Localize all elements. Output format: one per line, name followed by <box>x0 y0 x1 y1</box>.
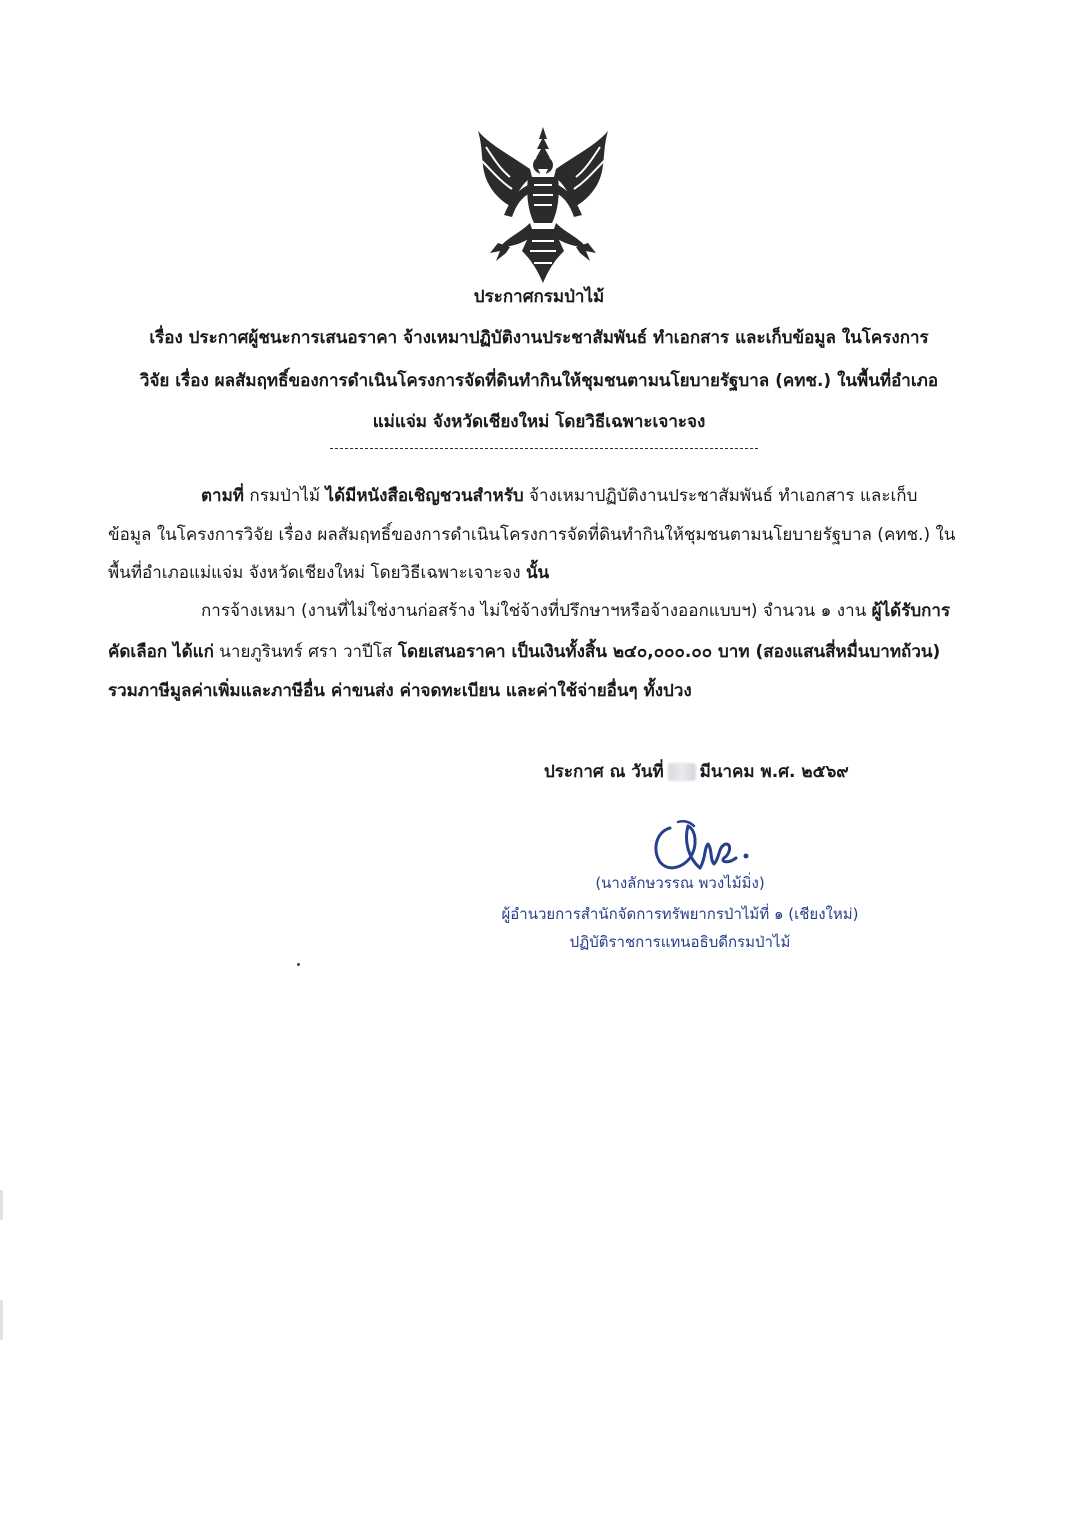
paragraph-2-line-2 <box>108 640 940 664</box>
paragraph-2-winner-name: นายภูรินทร์ ศรา วาปีโส <box>213 642 398 662</box>
date-prefix: ประกาศ ณ วันที่ <box>544 762 664 782</box>
scan-speck <box>297 963 300 966</box>
divider <box>330 448 758 449</box>
issuer-title: ประกาศกรมป่าไม้ <box>473 287 605 307</box>
subject-line-2: วิจัย เรื่อง ผลสัมฤทธิ์ของการดำเนินโครงการจัดที่ดินทำกินให้ชุมชนตามนโยบายรัฐบาล (คทช.) ในพื้นที่อำเภอ <box>139 371 939 391</box>
paragraph-1-bold-phrase: ได้มีหนังสือเชิญชวนสำหรับ <box>325 486 524 506</box>
paragraph-1-rest: จ้างเหมาปฏิบัติงานประชาสัมพันธ์ ทำเอกสาร และเก็บ <box>523 486 918 506</box>
subject-text-1: จ้างเหมาปฏิบัติงานประชาสัมพันธ์ ทำเอกสาร และเก็บข้อมูล ในโครงการ <box>397 328 929 348</box>
paragraph-2-line-1 <box>201 599 950 623</box>
subject-label: เรื่อง ประกาศผู้ชนะการเสนอราคา <box>149 328 398 348</box>
paragraph-2-line-3: รวมภาษีมูลค่าเพิ่มและภาษีอื่น ค่าขนส่ง ค่าจดทะเบียน และค่าใช้จ่ายอื่นๆ ทั้งปวง <box>108 681 692 701</box>
paragraph-1-line-3-text: พื้นที่อำเภอแม่แจ่ม จังหวัดเชียงใหม่ โดยวิธีเฉพาะเจาะจง <box>108 563 526 583</box>
scan-edge-mark <box>0 1300 3 1340</box>
paragraph-2-selected-label: คัดเลือก ได้แก่ <box>108 642 214 662</box>
paragraph-2-line-1-bold: ผู้ได้รับการ <box>871 601 951 621</box>
paragraph-1-agency: กรมป่าไม้ <box>244 486 326 506</box>
paragraph-1-line-3-end: นั้น <box>525 563 550 583</box>
subject-line-3: แม่แจ่ม จังหวัดเชียงใหม่ โดยวิธีเฉพาะเจาะจง <box>372 412 706 432</box>
paragraph-1-line-2: ข้อมูล ในโครงการวิจัย เรื่อง ผลสัมฤทธิ์ของการดำเนินโครงการจัดที่ดินทำกินให้ชุมชนตามนโยบายรัฐบาล (คทช.) ใน <box>108 525 956 545</box>
signatory-name: (นางลักษวรรณ พวงไม้มิ่ง) <box>595 874 765 892</box>
paragraph-2-amount: ๒๔๐,๐๐๐.๐๐ บาท (สองแสนสี่หมื่นบาทถ้วน) <box>606 642 941 662</box>
announcement-date <box>544 760 849 784</box>
paragraph-2-price-label: โดยเสนอราคา เป็นเงินทั้งสิ้น <box>397 642 607 662</box>
scan-edge-mark <box>0 1190 3 1220</box>
handwritten-signature <box>648 818 758 876</box>
paragraph-1-lead: ตามที่ <box>201 486 244 506</box>
paragraph-1-line-1 <box>201 484 917 508</box>
subject-line-1 <box>0 326 1078 350</box>
signatory-acting: ปฏิบัติราชการแทนอธิบดีกรมป่าไม้ <box>569 933 791 951</box>
garuda-emblem-icon <box>470 125 616 285</box>
redacted-day <box>668 763 696 781</box>
date-month-year: มีนาคม พ.ศ. ๒๕๖๙ <box>699 762 849 782</box>
paragraph-2-line-1-text: การจ้างเหมา (งานที่ไม่ใช่งานก่อสร้าง ไม่ใช่จ้างที่ปรึกษาฯหรือจ้างออกแบบฯ) จำนวน ๑ งาน <box>201 601 872 621</box>
paragraph-1-line-3 <box>108 561 549 585</box>
signatory-position: ผู้อำนวยการสำนักจัดการทรัพยากรป่าไม้ที่ ๑ (เชียงใหม่) <box>501 905 859 923</box>
